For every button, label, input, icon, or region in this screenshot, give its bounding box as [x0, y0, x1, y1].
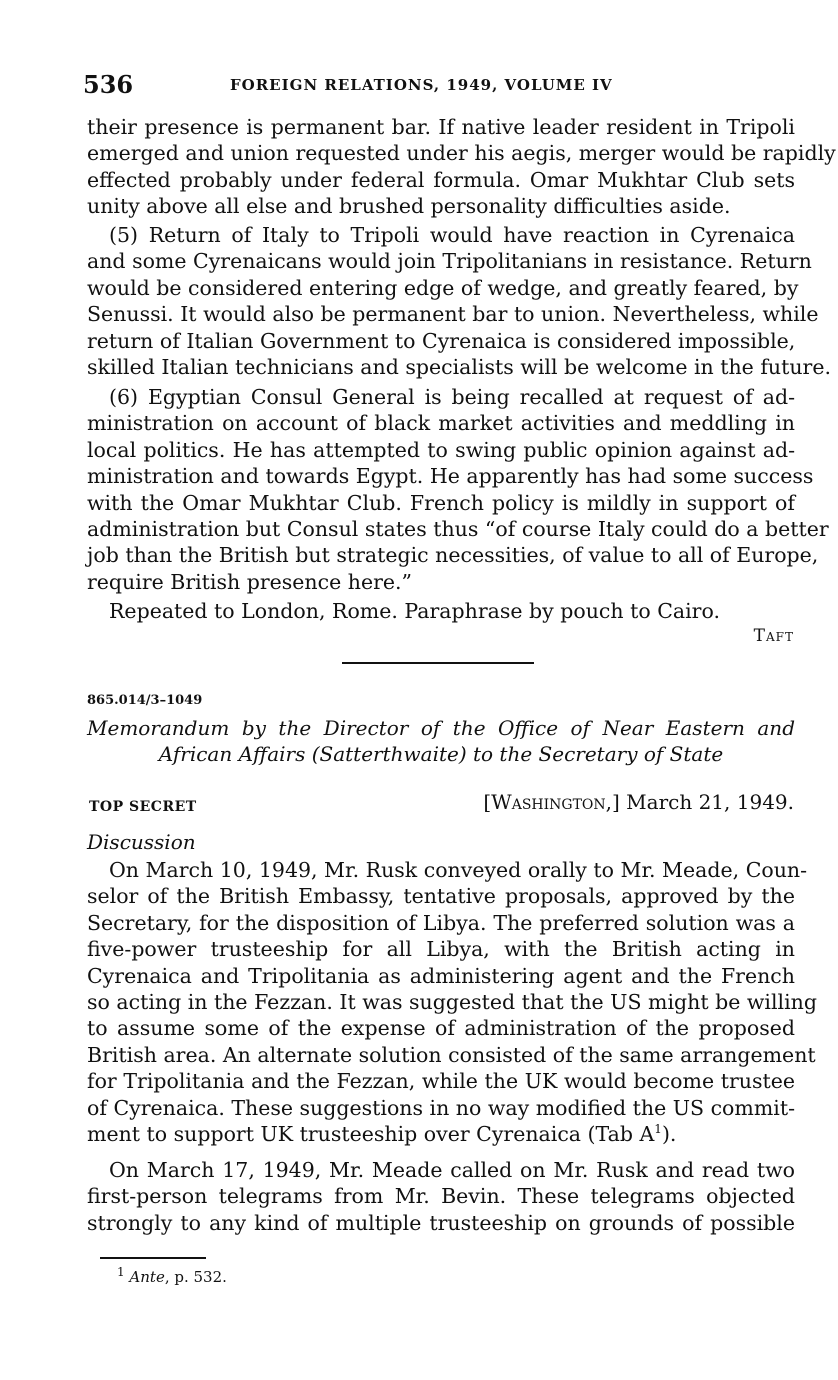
text-line: administration but Consul states thus “of course Italy could do a better: [87, 517, 829, 542]
text-line: (5) Return of Italy to Tripoli would have reaction in Cyrenaica: [109, 223, 795, 247]
text-line: Cyrenaica and Tripolitania as administering agent and the French: [87, 963, 795, 988]
text-line: skilled Italian technicians and specialists will be welcome in the future.: [87, 355, 832, 380]
text-line: On March 17, 1949, Mr. Meade called on Mr. Rusk and read two: [109, 1158, 795, 1182]
running-title: FOREIGN RELATIONS, 1949, VOLUME IV: [230, 76, 613, 94]
text-line: for Tripolitania and the Fezzan, while the UK would become trustee: [87, 1069, 795, 1094]
text-line: Repeated to London, Rome. Paraphrase by pouch to Cairo.: [109, 599, 720, 623]
text-line: to assume some of the expense of administration of the proposed: [87, 1016, 795, 1041]
text-line: would be considered entering edge of wedge, and greatly feared, by: [87, 275, 799, 300]
footnote-ref: 1: [654, 1122, 662, 1137]
paragraph-5: [87, 222, 832, 380]
text-line: strongly to any kind of multiple trusteeship on grounds of possible: [87, 1210, 795, 1235]
text-line: first-person telegrams from Mr. Bevin. These telegrams objected: [87, 1184, 795, 1209]
text-line: effected probably under federal formula. Omar Mukhtar Club sets: [87, 167, 795, 192]
memo-title: [87, 715, 795, 767]
text-line: On March 10, 1949, Mr. Rusk conveyed orally to Mr. Meade, Coun-: [109, 858, 808, 882]
text-line: and some Cyrenaicans would join Tripolitanians in resistance. Return: [87, 249, 812, 274]
repeated-line: [87, 598, 795, 624]
text-line-body: ment to support UK trusteeship over Cyrenaica (Tab A: [87, 1122, 655, 1147]
text-line: Senussi. It would also be permanent bar to union. Nevertheless, while: [87, 302, 819, 327]
continued-paragraph: [87, 114, 836, 220]
text-line: return of Italian Government to Cyrenaica is considered impossible,: [87, 328, 796, 353]
section-divider: [342, 662, 534, 664]
footnote-marker: 1: [117, 1265, 125, 1279]
text-line-end: ).: [661, 1122, 677, 1147]
footnote: [117, 1265, 227, 1286]
footnote-divider: [100, 1257, 206, 1259]
text-line: job than the British but strategic necessities, of value to all of Europe,: [87, 543, 819, 568]
text-line: Secretary, for the disposition of Libya. The preferred solution was a: [87, 910, 795, 935]
text-line: emerged and union requested under his aegis, merger would be rapidly: [87, 141, 836, 166]
footnote-italic: Ante: [129, 1268, 165, 1286]
dateline-place: [Washington,]: [483, 790, 620, 814]
dateline: [483, 790, 794, 814]
text-line: require British presence here.”: [87, 569, 413, 594]
memo-title-line-2: African Affairs (Satterthwaite) to the Secretary of State: [158, 742, 724, 766]
section-heading: Discussion: [87, 830, 196, 854]
text-line: their presence is permanent bar. If native leader resident in Tripoli: [87, 115, 795, 139]
text-line: with the Omar Mukhtar Club. French policy is mildly in support of: [87, 490, 795, 515]
text-line: ministration and towards Egypt. He apparently has had some success: [87, 464, 814, 489]
text-line: [87, 1121, 795, 1147]
text-line: (6) Egyptian Consul General is being recalled at request of ad-: [109, 385, 795, 409]
page-number: 536: [83, 70, 134, 99]
paragraph-6: [87, 384, 829, 595]
classification: TOP SECRET: [89, 799, 197, 815]
dateline-date: March 21, 1949.: [626, 790, 794, 814]
text-line: selor of the British Embassy, tentative proposals, approved by the: [87, 884, 795, 909]
text-line: five-power trusteeship for all Libya, with the British acting in: [87, 937, 795, 962]
text-line: British area. An alternate solution consisted of the same arrangement: [87, 1042, 816, 1067]
file-number: 865.014/3–1049: [87, 693, 203, 708]
text-line: ministration on account of black market activities and meddling in: [87, 411, 795, 436]
text-line: unity above all else and brushed personality difficulties aside.: [87, 194, 731, 219]
signature: Taft: [753, 626, 794, 646]
text-line: so acting in the Fezzan. It was suggested that the US might be willing: [87, 990, 817, 1015]
text-line: local politics. He has attempted to swing public opinion against ad-: [87, 437, 795, 462]
footnote-text: , p. 532.: [164, 1268, 227, 1286]
discussion-paragraph-1: [87, 857, 817, 1147]
discussion-paragraph-2: [87, 1157, 795, 1236]
memo-title-line-1: Memorandum by the Director of the Office of Near Eastern and: [87, 716, 795, 740]
text-line: of Cyrenaica. These suggestions in no way modified the US commit-: [87, 1095, 795, 1120]
